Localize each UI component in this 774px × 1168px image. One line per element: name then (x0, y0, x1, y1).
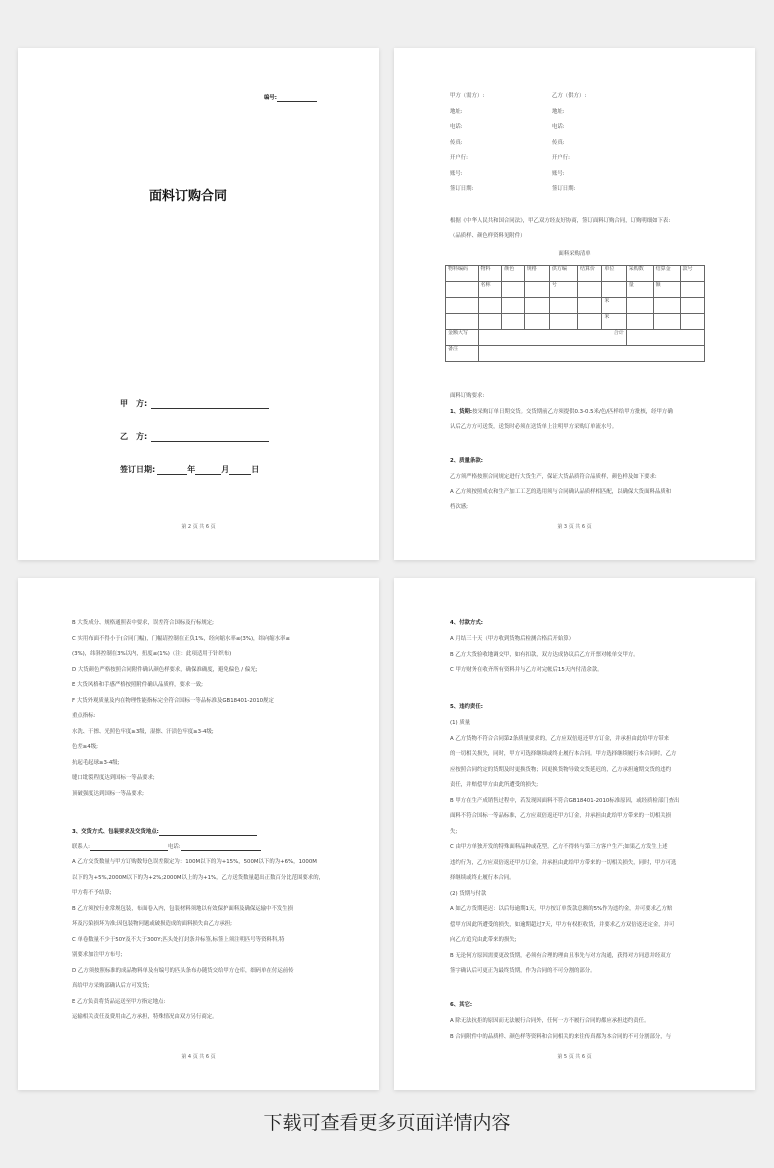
table-cell (577, 314, 601, 330)
text-line: 偿甲方因此所遭受的损失，如逾期超过7天，甲方有权拒收货，并要求乙方双倍返还定金，并可 (450, 921, 675, 928)
text-line: 别要求加注甲方布号; (72, 952, 123, 958)
table-cell: 颜色 (502, 266, 525, 282)
text-line: 地址: (450, 108, 463, 115)
text-line: C 单卷数量不少于50Y及不大于300Y;匹头处打封条并标签,标签上须注明匹号等资料科,特 (72, 936, 285, 943)
table-cell (446, 282, 479, 298)
table-cell: 名称 (478, 282, 502, 298)
table-cell (524, 282, 549, 298)
table-cell (502, 298, 525, 314)
text-line: (3%)，纬斜控制在3%以内，扭度≤(1%)（注：此项适用于针织布) (72, 651, 232, 657)
text-line: D 大货颜色严格按照合同附件确认颜色样要求，确保准确度，避免偏色 / 偏光; (72, 666, 258, 673)
payment-title: 4、付款方式: (450, 620, 483, 626)
table-cell (502, 314, 525, 330)
table-cell (549, 298, 577, 314)
other-title: 6、其它: (450, 1002, 473, 1008)
table-cell: 额 (653, 282, 680, 298)
page-footer: 第 3 页 共 6 页 (557, 524, 592, 530)
text-line: 开户行: (552, 155, 570, 161)
table-cell: 采购数 (626, 266, 653, 282)
contract-cover-page (18, 48, 379, 560)
text-line: B 乙方须按行业常规包装，布面卷入内，包装材料须地以有效保护面料及确保运输中不发生损 (72, 905, 294, 912)
purchase-table (445, 265, 705, 362)
text-line: 签订日期: (450, 186, 474, 192)
table-cell (653, 314, 680, 330)
text-line: 传真: (450, 139, 463, 146)
table-cell (502, 282, 525, 298)
table-cell: 结算金 (653, 266, 680, 282)
quality-text-1: 乙方须严格按照合同规定进行大货生产，保证大货品质符合品质样，颜色样及如下要求: (450, 474, 657, 480)
intro-note: （品质样、颜色样资料见附件） (450, 233, 526, 239)
text-line: B 大货成分、规格通照表中要求，误差符合国标及行标规定; (72, 620, 214, 626)
delivery-text-1: 按采购订单日期交货。交货期前乙方须提供0.3-0.5米/色/匹样给甲方批核，经甲方确 (472, 409, 673, 415)
text-line: A 除无法抗拒的原因而无法履行合同外，任何一方不履行合同的都应承担违约责任。 (450, 1018, 650, 1024)
table-cell (446, 298, 479, 314)
text-line: 运输相关责任及费用由乙方承担，特殊情况由双方另行商定。 (72, 1014, 218, 1020)
sign-date-label: 签订日期: (120, 465, 156, 474)
delivery-clause (450, 409, 673, 416)
table-cell (653, 298, 680, 314)
table-cell: 金额大写 (446, 330, 479, 346)
text-line: 乙方（供方）: (552, 93, 587, 99)
delivery-method-underline (159, 828, 257, 836)
text-line: (1) 质量 (450, 720, 471, 726)
year-label: 年 (187, 465, 196, 474)
text-line: 责任，并赔偿甲方由此所遭受的损失; (450, 782, 539, 788)
party-b-underline (151, 432, 269, 442)
text-line: C 由甲方单独开发的特殊面料品种或花型，乙方不得转与第三方客户生产;如果乙方发生上述 (450, 844, 668, 850)
table-cell (680, 282, 704, 298)
serial-number-field (264, 94, 317, 102)
contract-title: 面料订购合同 (149, 189, 228, 204)
table-cell: 规格 (524, 266, 549, 282)
day-label: 日 (251, 465, 260, 474)
table-cell: 款号 (680, 266, 704, 282)
text-line: 甲方将不予结算; (72, 890, 112, 896)
year-underline (157, 465, 187, 475)
page-footer: 第 2 页 共 6 页 (181, 524, 216, 530)
text-line: 开户行: (450, 155, 468, 161)
text-line: B 无论何方原因需要更改货期，必须有合理的理由且事先与对方沟通，获得对方同意并经双方 (450, 952, 672, 959)
table-cell (478, 314, 502, 330)
text-line: 地址: (552, 108, 565, 115)
table-cell (478, 298, 502, 314)
text-line: 签订日期: (552, 186, 576, 192)
text-line: 以下的为+5%,2000M以下的为+2%;2000M以上的为+1%，乙方送货数量超出正数百分比范围要求的， (72, 874, 324, 881)
page-footer: 第 5 页 共 6 页 (557, 1054, 592, 1060)
table-title: 面料采购清单 (558, 251, 591, 257)
table-cell: 物料 (478, 266, 502, 282)
table-cell (680, 298, 704, 314)
quality-title: 2、质量条款: (450, 458, 483, 464)
requirements-title: 面料订购要求: (450, 393, 485, 399)
table-cell (626, 314, 653, 330)
table-cell (626, 330, 704, 346)
contact-label: 联系人: (72, 844, 90, 850)
serial-label: 编号: (264, 95, 277, 101)
text-line: 坏及污染损坏为准;因包装物问题或破损造成的面料损失由乙方承担; (72, 921, 232, 927)
party-a-line (120, 399, 269, 409)
table-cell (549, 314, 577, 330)
sign-date-line (120, 465, 259, 475)
table-cell: 米 (602, 298, 626, 314)
table-cell: 物料编码 (446, 266, 479, 282)
text-line: 甲方（需方）: (450, 93, 485, 99)
quality-text-2: A 乙方须按照成衣和生产加工工艺的选用须与合同确认品质样相匹配，以确保大货面料品质和 (450, 489, 672, 495)
text-line: A 如乙方货期延迟：以后每逾期1天，甲方按订单货款总额的5%作为违约金，并可要求乙方赔 (450, 906, 673, 912)
table-row (446, 314, 705, 330)
month-underline (195, 465, 221, 475)
contact-line (72, 843, 261, 851)
month-label: 月 (221, 465, 230, 474)
text-line: E 乙方负责将货品运送至甲方指定地点: (72, 998, 166, 1005)
table-cell: 号 (549, 282, 577, 298)
table-cell (478, 346, 704, 362)
text-line: B 甲方在生产成销售过程中，若发现因面料不符合GB18401-2010标准原因，或经质检部门查出 (450, 797, 680, 804)
page-footer: 第 4 页 共 6 页 (181, 1054, 216, 1060)
text-line: E 大货风格和手感严格按照附件确认品质样，要求一致; (72, 682, 203, 688)
text-line: C 实用布面不得小于(合同门幅)，门幅请控制在正负1%，经向缩水率≤(3%)，纬向缩水率≤ (72, 635, 290, 642)
table-cell: 米 (602, 314, 626, 330)
text-line: 应按照合同约定的货期及时更换货物；因更换货物导致交货延迟的，乙方承担逾期交货的违约 (450, 766, 672, 773)
table-cell (524, 314, 549, 330)
table-cell: 备注 (446, 346, 479, 362)
serial-underline (277, 94, 317, 102)
table-cell: 量 (626, 282, 653, 298)
text-line: 缝口纰裂程度达到国标一等品要求; (72, 775, 155, 781)
text-line: A 乙方货物不符合合同第2条质量要求的，乙方应双倍返还甲方订金，并承担由此给甲方带来 (450, 735, 670, 742)
text-line: 失; (450, 828, 458, 835)
party-b-line (120, 432, 269, 442)
table-cell (602, 282, 626, 298)
delivery-method-line (72, 828, 257, 836)
table-row (446, 330, 705, 346)
text-line: 向乙方追究由此带来的损失; (450, 937, 517, 943)
text-line: 的一切相关损失，同时，甲方可选择继续或终止履行本合同。甲方选择继续履行本合同时，乙方 (450, 751, 677, 757)
table-cell (446, 314, 479, 330)
quality-text-3: 档次感; (450, 504, 468, 510)
table-cell: 结算价 (577, 266, 601, 282)
text-line: B 乙方大货验收地调交甲，如有扣款，双方达成协议后乙方开票对帐单交甲方。 (450, 651, 639, 658)
table-row (446, 282, 705, 298)
text-line: 签字确认后可更正为最终货期，作为合同的不可分割的部分。 (450, 968, 596, 974)
table-cell: 供方编 (549, 266, 577, 282)
party-a-label: 甲 方: (120, 399, 148, 408)
table-cell (524, 298, 549, 314)
text-line: B 合同附件中的品质样、颜色样等资料和合同相关的来往传真都为本合同的不可分割部分，与 (450, 1033, 672, 1040)
table-cell (626, 298, 653, 314)
text-line: D 乙方须按照标准的成品物料单及有编号的匹头条布办随货交给甲方仓库，细码单在付运前传 (72, 967, 294, 974)
table-cell: 单位 (602, 266, 626, 282)
delivery-method-title: 3、交货方式、包装要求及交货地点: (72, 829, 159, 835)
breach-title: 5、违约责任: (450, 704, 483, 710)
table-row (446, 298, 705, 314)
text-line: (2) 货期与付款 (450, 890, 487, 897)
text-line: 面料不符合国标一等品标准，乙方应双倍返还甲方订金，并承担由此给甲方带来的一切相关损 (450, 813, 672, 819)
phone-label: 电话: (168, 844, 181, 850)
purchase-table-body (446, 266, 705, 362)
intro-text: 根据《中华人民共和国合同法》，甲乙双方经友好协商，签订面料订购合同，订购明细如下表: (450, 218, 671, 224)
text-line: C 甲方财务在收齐所有资料并与乙方对完帐后15天内付清余款。 (450, 667, 603, 673)
contact-underline (90, 843, 168, 851)
table-row (446, 346, 705, 362)
text-line: 账号: (450, 170, 463, 177)
text-line: 重点指标: (72, 713, 96, 719)
text-line: 传真: (552, 139, 565, 146)
table-cell (680, 314, 704, 330)
contract-page-4 (18, 578, 379, 1090)
table-cell: 合计 (478, 330, 626, 346)
text-line: 抗起毛起球≥3-4级; (72, 759, 120, 766)
text-line: 电话: (552, 124, 565, 130)
party-a-underline (151, 399, 269, 409)
phone-underline (181, 843, 261, 851)
text-line: 违约行为，乙方应双倍返还甲方订金，并承担由此给甲方带来的一切相关损失，同时，甲方可选 (450, 859, 677, 866)
contract-page-5 (394, 578, 755, 1090)
table-cell (577, 298, 601, 314)
delivery-title: 1、货期: (450, 409, 473, 415)
text-line: 色差≥4级; (72, 744, 98, 750)
text-line: 水洗、干擦、光照色牢度≥3级，湿擦、汗渍色牢度≥3-4级; (72, 728, 214, 735)
text-line: 顶破强度达到国标一等品要求; (72, 790, 144, 797)
text-line: 择继续或终止履行本合同。 (450, 875, 515, 881)
delivery-text-2: 认后乙方方可送货，送货时必须在送货单上注明甲方采购订单流水号。 (450, 424, 618, 430)
text-line: A 月结三十天（甲方收到货物后检测合格后开始算） (450, 636, 574, 642)
day-underline (229, 465, 251, 475)
table-row (446, 266, 705, 282)
text-line: 电话: (450, 124, 463, 130)
text-line: F 大货外观质量及内在物理性能指标完全符合国标一等品标准及GB18401-2010规定 (72, 697, 274, 704)
table-cell (577, 282, 601, 298)
download-caption[interactable]: 下载可查看更多页面详情内容 (263, 1112, 511, 1134)
text-line: 账号: (552, 170, 565, 177)
text-line: 真给甲方采购部确认后方可发货; (72, 983, 150, 989)
party-b-label: 乙 方: (120, 432, 148, 441)
text-line: A 乙方交货数量与甲方订购数每色误差限定为：100M以下的为+15%，500M以下的为+6%，1000M (72, 859, 317, 865)
contract-page-3 (394, 48, 755, 560)
